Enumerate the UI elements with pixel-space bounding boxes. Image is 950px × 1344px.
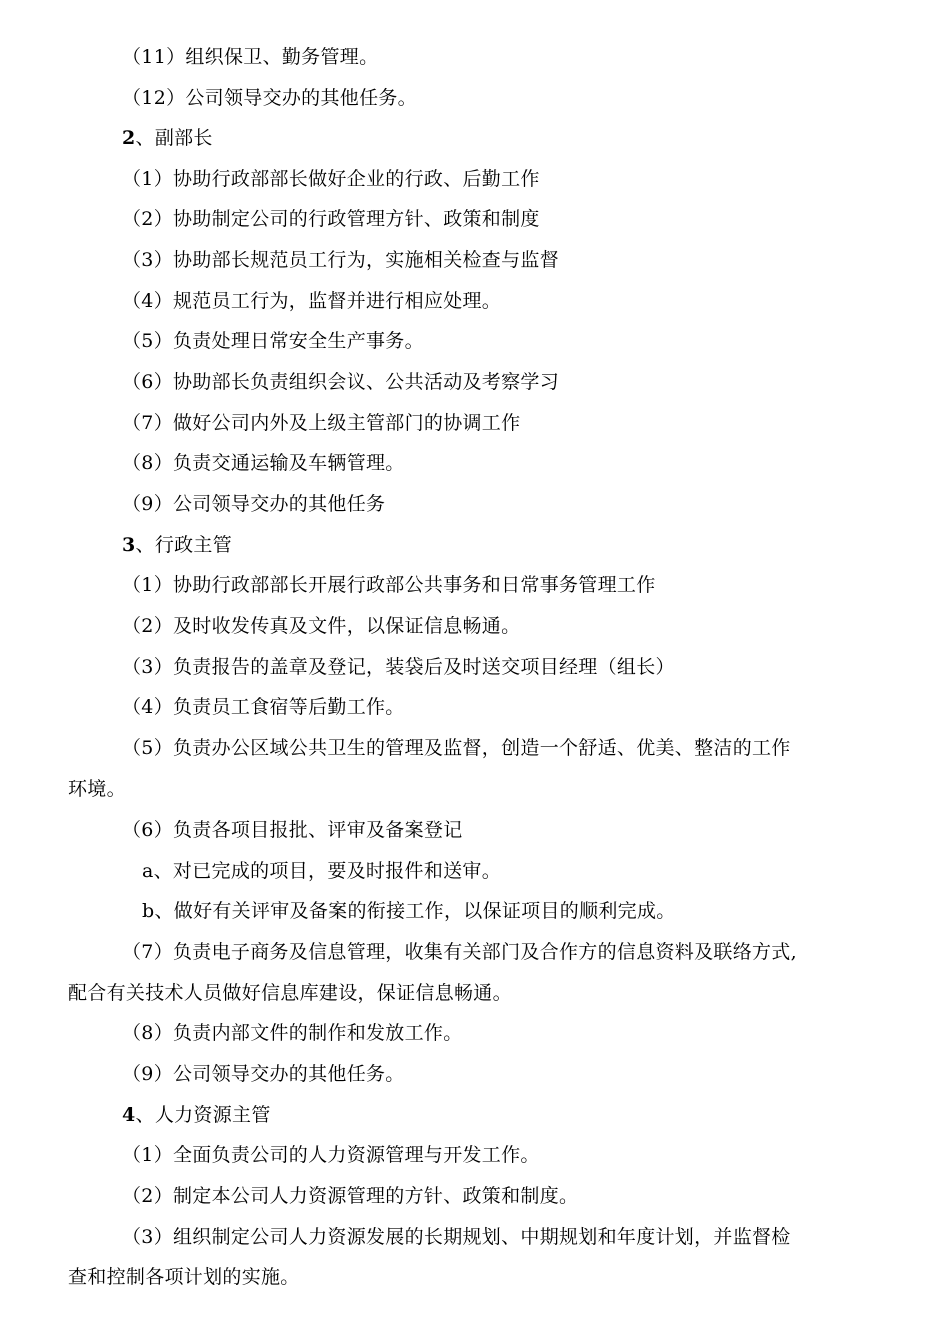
text-line: （9）公司领导交办的其他任务 <box>122 493 386 515</box>
text-line: 配合有关技术人员做好信息库建设，保证信息畅通。 <box>68 982 512 1004</box>
section-title: 、行政主管 <box>135 534 233 556</box>
text-line: （1）协助行政部部长开展行政部公共事务和日常事务管理工作 <box>122 574 656 596</box>
text-line: （6）协助部长负责组织会议、公共活动及考察学习 <box>122 371 559 393</box>
section-title: 、副部长 <box>135 127 213 149</box>
text-line: （12）公司领导交办的其他任务。 <box>122 87 417 109</box>
section-heading <box>122 126 213 150</box>
text-line: （1）协助行政部部长做好企业的行政、后勤工作 <box>122 168 540 190</box>
section-heading <box>122 1103 271 1127</box>
text-line: （4）规范员工行为，监督并进行相应处理。 <box>122 290 502 312</box>
section-number: 3 <box>122 534 136 556</box>
text-line: （3）协助部长规范员工行为，实施相关检查与监督 <box>122 249 559 271</box>
text-line: （7）做好公司内外及上级主管部门的协调工作 <box>122 412 521 434</box>
text-line: （4）负责员工食宿等后勤工作。 <box>122 696 405 718</box>
section-number: 2 <box>122 127 136 149</box>
text-line: （2）制定本公司人力资源管理的方针、政策和制度。 <box>122 1185 579 1207</box>
text-line: b、做好有关评审及备案的衔接工作，以保证项目的顺利完成。 <box>142 900 676 922</box>
text-line: （5）负责办公区域公共卫生的管理及监督，创造一个舒适、优美、整洁的工作 <box>122 737 791 759</box>
text-line: （9）公司领导交办的其他任务。 <box>122 1063 405 1085</box>
text-line: （3）组织制定公司人力资源发展的长期规划、中期规划和年度计划，并监督检 <box>122 1226 791 1248</box>
text-line: （1）全面负责公司的人力资源管理与开发工作。 <box>122 1144 540 1166</box>
text-line: （3）负责报告的盖章及登记，装袋后及时送交项目经理（组长） <box>122 656 675 678</box>
text-line: （11）组织保卫、勤务管理。 <box>122 46 379 68</box>
text-line: （6）负责各项目报批、评审及备案登记 <box>122 819 463 841</box>
text-line: （8）负责交通运输及车辆管理。 <box>122 452 405 474</box>
section-heading <box>122 533 232 557</box>
text-line: （5）负责处理日常安全生产事务。 <box>122 330 424 352</box>
text-line: （7）负责电子商务及信息管理，收集有关部门及合作方的信息资料及联络方式, <box>122 941 797 963</box>
text-line: a、对已完成的项目，要及时报件和送审。 <box>142 860 502 882</box>
text-line: （2）协助制定公司的行政管理方针、政策和制度 <box>122 208 540 230</box>
text-line: （2）及时收发传真及文件，以保证信息畅通。 <box>122 615 521 637</box>
text-line: 环境。 <box>68 778 126 800</box>
text-line: 查和控制各项计划的实施。 <box>68 1266 300 1288</box>
section-number: 4 <box>122 1104 136 1126</box>
text-line: （8）负责内部文件的制作和发放工作。 <box>122 1022 463 1044</box>
section-title: 、人力资源主管 <box>135 1104 271 1126</box>
